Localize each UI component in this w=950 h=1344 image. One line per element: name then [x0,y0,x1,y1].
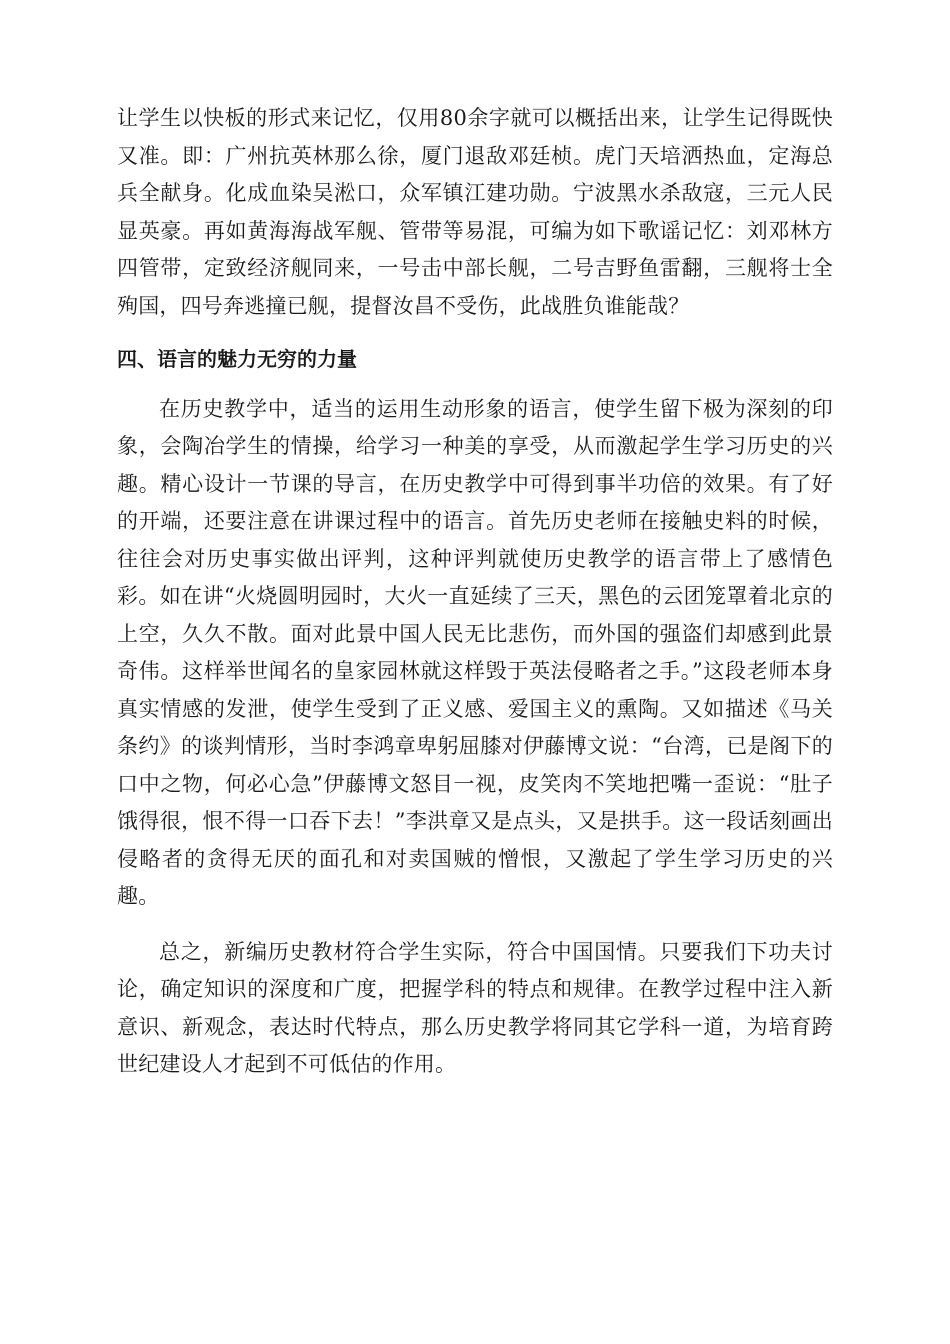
paragraph-conclusion: 总之，新编历史教材符合学生实际，符合中国国情。只要我们下功夫讨论，确定知识的深度和广度，把握学科的特点和规律。在教学过程中注入新意识、新观念，表达时代特点，那么历史教学将同其它学科一道，为培育跨世纪建设人才起到不可低估的作用。 [117,939,833,1076]
paragraph-language-power: 在历史教学中，适当的运用生动形象的语言，使学生留下极为深刻的印象，会陶冶学生的情操，给学习一种美的享受，从而激起学生学习历史的兴趣。精心设计一节课的导言，在历史教学中可得到事半功倍的效果。有了好的开端，还要注意在讲课过程中的语言。首先历史老师在接触史料的时候，往往会对历史事实做出评判，这种评判就使历史教学的语言带上了感情色彩。如在讲“火烧圆明园时，大火一直延续了三天，黑色的云团笼罩着北京的上空，久久不散。面对此景中国人民无比悲伤，而外国的强盗们却感到此景奇伟。这样举世闻名的皇家园林就这样毁于英法侵略者之手。”这段老师本身真实情感的发泄，使学生受到了正义感、爱国主义的熏陶。又如描述《马关条约》的谈判情形，当时李鸿章卑躬屈膝对伊藤博文说：“台湾，已是阁下的口中之物，何必心急”伊藤博文怒目一视，皮笑肉不笑地把嘴一歪说：“肚子饿得很，恨不得一口吞下去！”李洪章又是点头，又是拱手。这一段话刻画出侵略者的贪得无厌的面孔和对卖国贼的憎恨，又激起了学生学习历史的兴趣。 [117,396,833,908]
section-heading: 四、语言的魅力无穷的力量 [117,347,357,371]
document-page [117,100,833,1084]
paragraph-mnemonic-verse: 让学生以快板的形式来记忆，仅用80余字就可以概括出来，让学生记得既快又准。即：广州抗英林那么徐，厦门退敌邓廷桢。虎门天培洒热血，定海总兵全献身。化成血染吴淞口，众军镇江建功勋。宁波黑水杀敌寇，三元人民显英豪。再如黄海海战军舰、管带等易混，可编为如下歌谣记忆：刘邓林方四管带，定致经济舰同来，一号击中部长舰，二号吉野鱼雷翻，三舰将士全殉国，四号奔逃撞已舰，提督汝昌不受伤，此战胜负谁能哉？ [117,106,833,318]
